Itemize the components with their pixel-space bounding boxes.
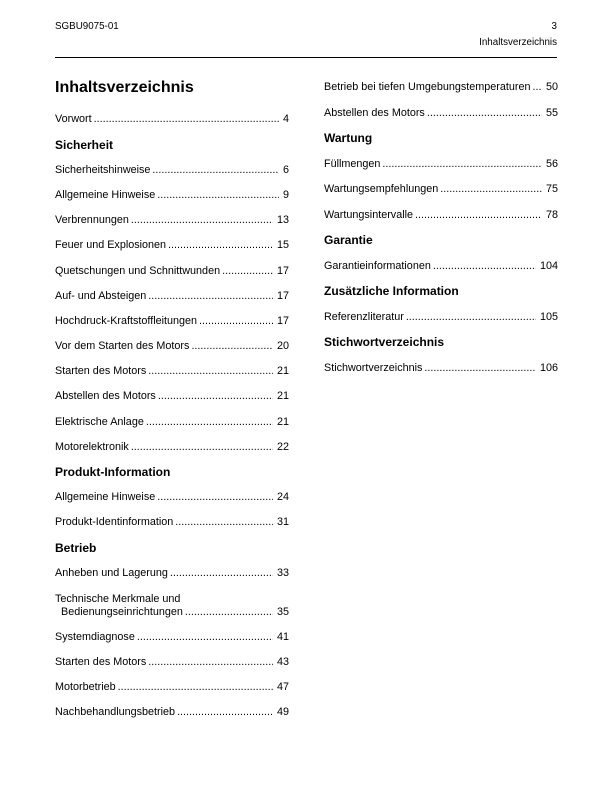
toc-entry-allgemeine-hinweise-produkt[interactable]: [55, 485, 289, 510]
dot-leader: [173, 510, 273, 535]
toc-entry-nachbehandlungsbetrieb[interactable]: [55, 700, 289, 725]
dot-leader: [135, 625, 273, 650]
entry-title: Betrieb bei tiefen Umgebungstemperaturen: [324, 81, 531, 94]
entry-title: Feuer und Explosionen: [55, 239, 167, 252]
page-number: 9: [282, 188, 289, 201]
toc-right-column: [324, 75, 558, 381]
dot-leader: [146, 284, 273, 309]
page-number: 104: [539, 259, 558, 272]
page-number: 24: [276, 491, 289, 504]
toc-entry-fuellmengen[interactable]: [324, 152, 558, 178]
toc-entry-wartungsempfehlungen[interactable]: [324, 177, 558, 203]
toc-left-column: [55, 107, 289, 725]
page-number-header: 3: [551, 21, 557, 32]
entry-title: Verbrennungen: [55, 214, 129, 227]
entry-title: Anheben und Lagerung: [55, 566, 168, 579]
page-number: 47: [276, 680, 289, 693]
page-number: 106: [539, 361, 558, 374]
entry-title: Referenzliteratur: [324, 310, 404, 323]
dot-leader: [168, 561, 273, 586]
page-number: 17: [276, 314, 289, 327]
toc-entry-starten-des-motors-betrieb[interactable]: [55, 650, 289, 675]
dot-leader: [144, 410, 273, 435]
dot-leader: [150, 158, 279, 183]
section-heading-garantie: Garantie: [324, 233, 373, 248]
page-number: 49: [276, 706, 289, 719]
entry-title: Füllmengen: [324, 157, 381, 170]
toc-entry-elektrische-anlage[interactable]: [55, 410, 289, 435]
dot-leader: [129, 435, 273, 460]
entry-title: Starten des Motors: [55, 655, 147, 668]
section-heading-zusaetzliche-information: Zusätzliche Information: [324, 284, 459, 299]
toc-entry-produkt-identinformation[interactable]: [55, 510, 289, 535]
entry-title: Sicherheitshinweise: [55, 163, 151, 176]
entry-title: Elektrische Anlage: [55, 415, 144, 428]
page-number: 20: [276, 340, 289, 353]
page-number: 22: [276, 440, 289, 453]
dot-leader: [183, 606, 273, 619]
page-number: 15: [276, 239, 289, 252]
dot-leader: [438, 177, 542, 203]
running-title: Inhaltsverzeichnis: [479, 37, 557, 48]
page-number: 35: [276, 606, 289, 619]
entry-title: Allgemeine Hinweise: [55, 491, 156, 504]
dot-leader: [146, 359, 273, 384]
toc-entry-motorbetrieb[interactable]: [55, 675, 289, 700]
dot-leader: [380, 152, 542, 178]
dot-leader: [189, 334, 273, 359]
entry-title: Stichwortverzeichnis: [324, 361, 423, 374]
entry-title: Nachbehandlungsbetrieb: [55, 706, 176, 719]
page-title: Inhaltsverzeichnis: [55, 79, 194, 96]
toc-entry-motorelektronik[interactable]: [55, 435, 289, 460]
dot-leader: [413, 203, 542, 229]
entry-title: Quetschungen und Schnittwunden: [55, 264, 221, 277]
dot-leader: [404, 305, 536, 331]
section-heading-wartung: Wartung: [324, 131, 373, 146]
toc-entry-sicherheitshinweise[interactable]: [55, 158, 289, 183]
page-number: 21: [276, 390, 289, 403]
dot-leader: [155, 183, 279, 208]
page-number: 55: [545, 106, 558, 119]
page-number: 50: [545, 81, 558, 94]
toc-entry-feuer-und-explosionen[interactable]: [55, 233, 289, 258]
page-number: 33: [276, 566, 289, 579]
entry-title: Wartungsempfehlungen: [324, 183, 439, 196]
page-number: 75: [545, 183, 558, 196]
toc-entry-referenzliteratur[interactable]: [324, 305, 558, 331]
toc-entry-garantieinformationen[interactable]: [324, 254, 558, 280]
page-number: 17: [276, 289, 289, 302]
dot-leader: [155, 485, 273, 510]
entry-title: Starten des Motors: [55, 365, 147, 378]
page-number: 105: [539, 310, 558, 323]
dot-leader: [146, 650, 273, 675]
entry-title: Systemdiagnose: [55, 630, 135, 643]
section-heading-sicherheit: Sicherheit: [55, 137, 114, 152]
entry-title-line-2: Bedienungseinrichtungen: [61, 606, 183, 619]
page-number: 13: [276, 214, 289, 227]
entry-title: Garantieinformationen: [324, 259, 431, 272]
dot-leader: [425, 101, 542, 127]
entry-title: Motorelektronik: [55, 440, 129, 453]
page-number: 31: [276, 516, 289, 529]
page-number: 43: [276, 655, 289, 668]
dot-leader: [166, 233, 273, 258]
toc-entry-starten-des-motors[interactable]: [55, 359, 289, 384]
toc-entry-allgemeine-hinweise[interactable]: [55, 183, 289, 208]
toc-entry-abstellen-des-motors-betrieb[interactable]: [324, 101, 558, 127]
entry-title: Produkt-Identinformation: [55, 516, 174, 529]
toc-entry-stichwortverzeichnis[interactable]: [324, 356, 558, 382]
dot-leader: [530, 75, 542, 101]
toc-entry-hochdruck-kraftstoffleitungen[interactable]: [55, 309, 289, 334]
toc-entry-verbrennungen[interactable]: [55, 208, 289, 233]
dot-leader: [220, 259, 273, 284]
entry-title: Vorwort: [55, 113, 92, 126]
page-number: 56: [545, 157, 558, 170]
entry-title: Auf- und Absteigen: [55, 289, 147, 302]
dot-leader: [92, 107, 279, 132]
dot-leader: [197, 309, 273, 334]
toc-entry-vorwort[interactable]: [55, 107, 289, 132]
page-number: 41: [276, 630, 289, 643]
dot-leader: [431, 254, 536, 280]
dot-leader: [116, 675, 273, 700]
entry-title: Vor dem Starten des Motors: [55, 340, 190, 353]
dot-leader: [156, 384, 273, 409]
toc-entry-vor-dem-starten-des-motors[interactable]: [55, 334, 289, 359]
toc-entry-anheben-und-lagerung[interactable]: [55, 561, 289, 586]
entry-title: Motorbetrieb: [55, 680, 116, 693]
toc-entry-auf-und-absteigen[interactable]: [55, 284, 289, 309]
dot-leader: [129, 208, 273, 233]
page-number: 4: [282, 113, 289, 126]
entry-title: Wartungsintervalle: [324, 208, 414, 221]
entry-title: Abstellen des Motors: [55, 390, 156, 403]
page-number: 6: [282, 163, 289, 176]
toc-entry-quetschungen-und-schnittwunden[interactable]: [55, 259, 289, 284]
entry-title: Abstellen des Motors: [324, 106, 425, 119]
toc-entry-abstellen-des-motors[interactable]: [55, 384, 289, 409]
toc-entry-technische-merkmale[interactable]: [55, 586, 289, 625]
toc-entry-systemdiagnose[interactable]: [55, 625, 289, 650]
document-number: SGBU9075-01: [55, 21, 119, 32]
page-number: 17: [276, 264, 289, 277]
entry-title-line-1: Technische Merkmale und: [55, 593, 181, 606]
section-heading-produkt-information: Produkt-Information: [55, 465, 171, 480]
dot-leader: [422, 356, 536, 382]
toc-entry-betrieb-bei-tiefen-umgebungstemperaturen[interactable]: [324, 75, 558, 101]
dot-leader: [175, 700, 273, 725]
page-number: 21: [276, 365, 289, 378]
toc-entry-wartungsintervalle[interactable]: [324, 203, 558, 229]
entry-title-line-2-row: [55, 606, 289, 619]
entry-title: Allgemeine Hinweise: [55, 188, 156, 201]
page-number: 21: [276, 415, 289, 428]
page-number: 78: [545, 208, 558, 221]
section-heading-stichwortverzeichnis: Stichwortverzeichnis: [324, 335, 445, 350]
entry-title: Hochdruck-Kraftstoffleitungen: [55, 314, 198, 327]
section-heading-betrieb: Betrieb: [55, 540, 97, 555]
header-divider: [55, 57, 557, 58]
